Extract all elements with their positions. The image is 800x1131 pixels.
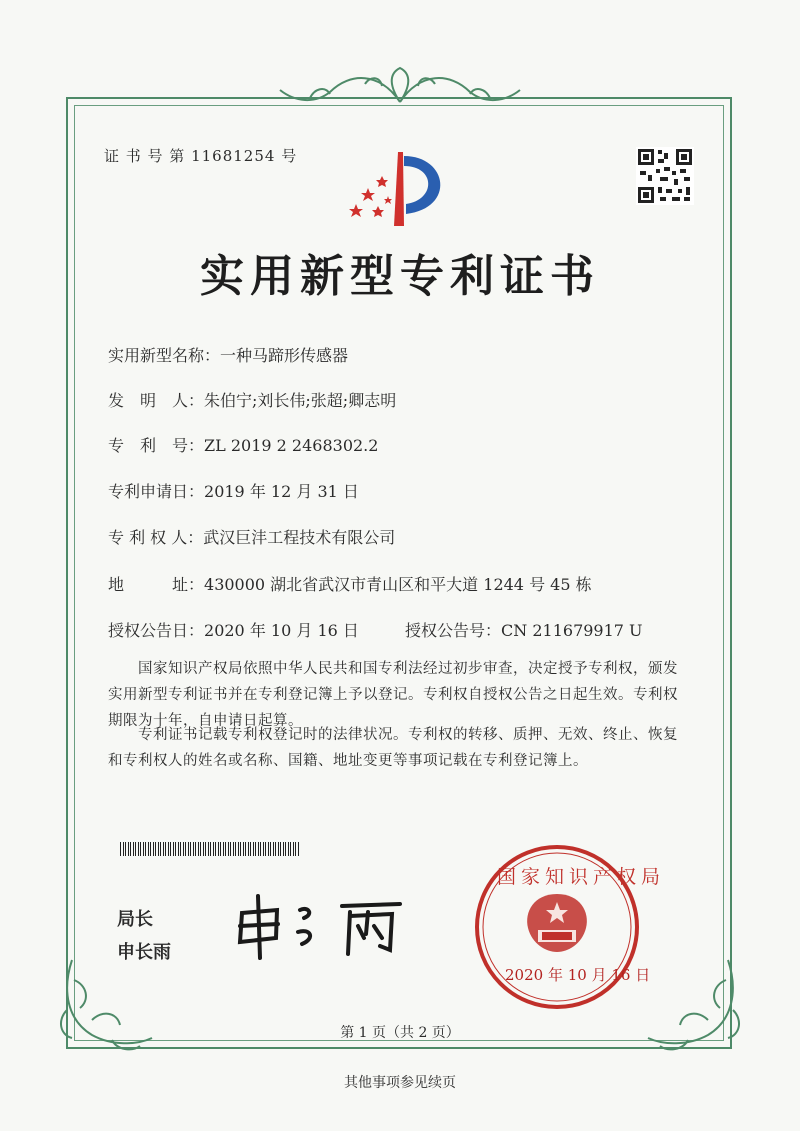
top-ornament [270, 62, 530, 110]
field-patentee [108, 525, 395, 548]
certificate-title: 实用新型专利证书 [200, 251, 600, 302]
field-label: 地 址： [108, 575, 205, 594]
field-inventors [108, 388, 396, 411]
qr-code [636, 147, 694, 205]
bottom-right-ornament [638, 950, 748, 1060]
field-label: 专利申请日： [108, 482, 205, 501]
certificate-number: 证 书 号 第 11681254 号 [104, 147, 298, 165]
continued-note: 其他事项参见续页 [344, 1075, 456, 1091]
body-paragraph-1: 国家知识产权局依照中华人民共和国专利法经过初步审查，决定授予专利权，颁发实用新型专利证书并在专利登记簿上予以登记。专利权自授权公告之日起生效。专利权期限为十年，自申请日起算。 [108, 661, 678, 729]
field-grant-number [405, 618, 643, 641]
director-signature [232, 888, 412, 968]
director-name: 申长雨 [117, 942, 171, 963]
seal-text: 国家知识产权局 [497, 866, 666, 888]
field-value: CN 211679917 U [501, 621, 643, 640]
field-value: 430000 湖北省武汉市青山区和平大道 1244 号 45 栋 [204, 575, 592, 594]
field-address [108, 572, 592, 595]
field-grant-date [108, 618, 359, 641]
field-label: 专 利 号： [108, 436, 205, 455]
field-value: 朱伯宁;刘长伟;张超;卿志明 [204, 391, 397, 410]
field-filing-date [108, 479, 359, 502]
page-number: 第 1 页（共 2 页） [340, 1025, 460, 1041]
field-label: 专 利 权 人： [108, 528, 204, 547]
field-value: 2020 年 10 月 16 日 [204, 621, 359, 640]
field-label: 授权公告日： [108, 621, 205, 640]
body-paragraph-2: 专利证书记载专利权登记时的法律状况。专利权的转移、质押、无效、终止、恢复和专利权人的姓名或名称、国籍、地址变更等事项记载在专利登记簿上。 [108, 727, 678, 769]
field-label: 发 明 人： [108, 391, 205, 410]
field-value: 2019 年 12 月 31 日 [204, 482, 359, 501]
field-value: 一种马蹄形传感器 [220, 346, 349, 365]
bottom-left-ornament [52, 950, 162, 1060]
field-label: 授权公告号： [405, 621, 502, 640]
field-utility-model-name [108, 343, 348, 366]
director-title: 局长 [117, 909, 153, 930]
field-label: 实用新型名称： [108, 346, 221, 365]
field-value: ZL 2019 2 2468302.2 [204, 436, 379, 455]
barcode [120, 842, 300, 856]
cnipa-logo [338, 148, 458, 230]
field-patent-number [108, 433, 378, 456]
field-value: 武汉巨沣工程技术有限公司 [203, 528, 396, 547]
seal-date: 2020 年 10 月 16 日 [505, 966, 651, 984]
